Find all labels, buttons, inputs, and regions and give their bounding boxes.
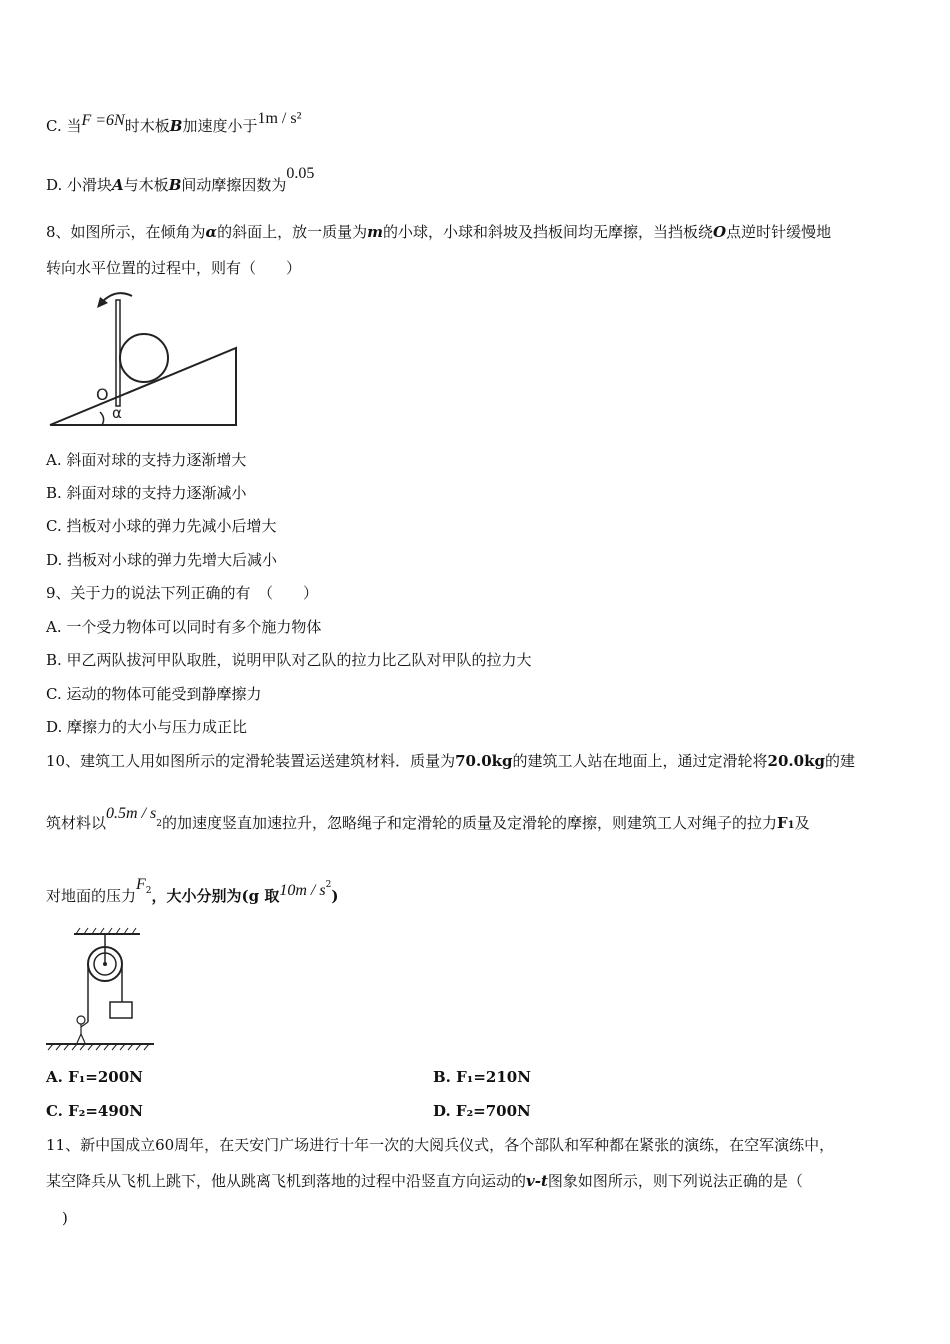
q9-option-d: D. 摩擦力的大小与压力成正比 <box>46 718 248 736</box>
formula-0-05: 0.05 <box>286 165 315 182</box>
q8-option-a: A. 斜面对球的支持力逐渐增大 <box>46 451 247 469</box>
formula-g: 10m / s <box>279 882 326 899</box>
formula-f-6n: F =6N <box>81 112 125 129</box>
q10-stem-line2: 筑材料以0.5m / s2的加速度竖直加速拉升，忽略绳子和定滑轮的质量及定滑轮的摩擦，则建筑工人对绳子的拉力F1及 <box>46 805 810 832</box>
q10-stem-line3: 对地面的压力$F^2$，大小分别为(g 取$10m / s^2$) <box>46 876 339 905</box>
q10-option-b: B. F₁=210N <box>433 1068 531 1086</box>
q10-option-a: A. F₁=200N <box>46 1068 143 1086</box>
pivot-o-label: O <box>96 385 109 404</box>
q10-option-c: C. F₂=490N <box>46 1102 143 1120</box>
q8-option-c: C. 挡板对小球的弹力先减小后增大 <box>46 517 277 535</box>
incline-figure <box>44 288 244 430</box>
q7-option-d: D. 小滑块A与木板B间动摩擦因数为0.05 <box>46 165 315 194</box>
q11-stem-line1: 11、新中国成立60周年，在天安门广场进行十年一次的大阅兵仪式，各个部队和军种都在紧张的演练，在空军演练中， <box>46 1136 835 1154</box>
q9-option-c: C. 运动的物体可能受到静摩擦力 <box>46 685 262 703</box>
q8-stem-line2: 转向水平位置的过程中，则有（ ） <box>46 259 302 277</box>
q10-stem-line1: 10、建筑工人用如图所示的定滑轮装置运送建筑材料．质量为70.0kg的建筑工人站在地面上，通过定滑轮将20.0kg的建 <box>46 752 855 770</box>
formula-accel: 0.5m / s <box>106 805 157 822</box>
q10-option-d: D. F₂=700N <box>433 1102 531 1120</box>
formula-1m-s2: 1m / s² <box>257 110 302 127</box>
q9-option-b: B. 甲乙两队拔河甲队取胜，说明甲队对乙队的拉力比乙队对甲队的拉力大 <box>46 651 532 669</box>
q9-option-a: A. 一个受力物体可以同时有多个施力物体 <box>46 618 322 636</box>
q9-stem: 9、关于力的说法下列正确的有 （ ） <box>46 584 319 602</box>
q8-stem-line1: 8、如图所示，在倾角为α的斜面上，放一质量为m的小球，小球和斜坡及挡板间均无摩擦，当挡板绕O点逆时针缓慢地 <box>46 223 832 241</box>
angle-alpha-label: α <box>112 404 122 422</box>
q8-option-d: D. 挡板对小球的弹力先增大后减小 <box>46 551 278 569</box>
q8-option-b: B. 斜面对球的支持力逐渐减小 <box>46 484 247 502</box>
q11-stem-line2: 某空降兵从飞机上跳下，他从跳离飞机到落地的过程中沿竖直方向运动的v-t图象如图所示，则下列说法正确的是（ <box>46 1172 803 1190</box>
q11-stem-line3: ) <box>62 1209 68 1227</box>
q7-option-c: C. 当F =6N时木板B加速度小于1m / s² <box>46 110 302 135</box>
pulley-figure <box>44 926 159 1052</box>
